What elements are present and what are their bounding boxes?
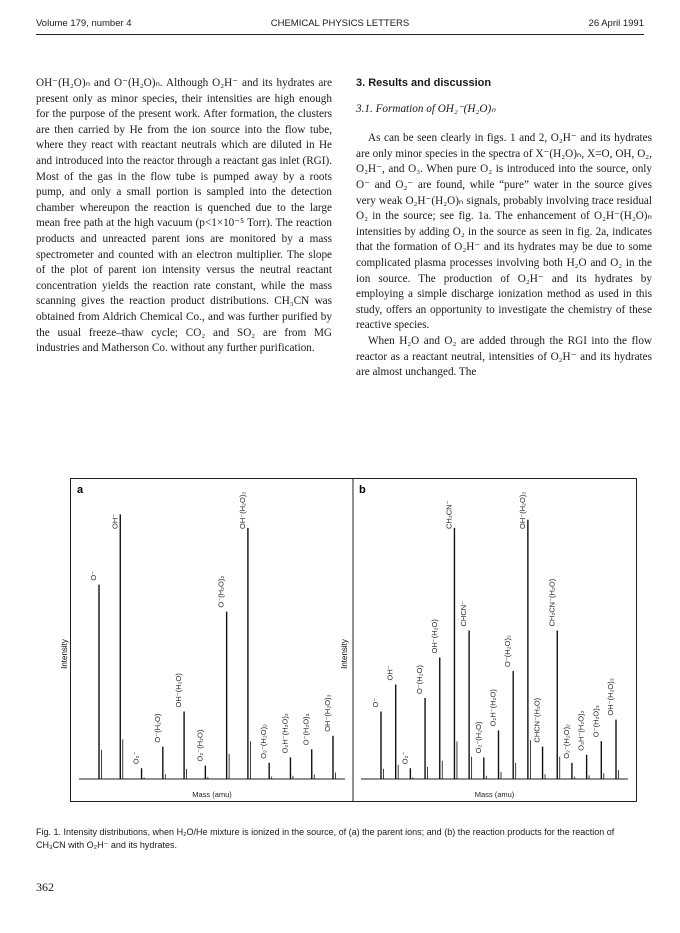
body-paragraph: As can be seen clearly in figs. 1 and 2, O₂H⁻ and its hydrates are only minor species in the spectra of X⁻(H₂O)ₙ, X=O, OH, O₂, O₂H⁻, and O₃. When pure O₂ is introduced into the source, only O⁻ and O₂⁻ are found, while “pure” water in the source gives very weak O₂H⁻(H₂O)ₙ signals, probably involving trace residual O₂ in the source; see fig. 1a. The enhancement of O₂H⁻(H₂O)ₙ intensities by adding O₂ in the source as seen in fig. 2a, indicates that the formation of O₂H⁻ and its hydrates may be due to some complicated plasma processes involving both H₂O and O₂ in the ion source. The production of O₂H⁻ and its hydrates by employing a simple discharge ionization method as used in this study, offers an opportunity to investigate the chemistry of these reactive species. xyxy=(356,132,652,332)
section-title: 3. Results and discussion xyxy=(356,77,492,89)
volume-label: Volume 179, number 4 xyxy=(36,18,132,29)
peak-label: OH⁻(H₂O)₃ xyxy=(606,678,615,716)
page-number: 362 xyxy=(36,880,54,894)
peak-label: O⁻(H₂O)₃ xyxy=(301,713,311,746)
peak-label: O⁻(H₂O)₂ xyxy=(503,635,513,667)
peak-label: OH⁻ xyxy=(110,513,120,529)
peak-label: O⁻(H₂O)₃ xyxy=(591,705,601,738)
peak-label: O₂⁻(H₂O) xyxy=(473,721,483,754)
peak-label: O₂⁻(H₂O) xyxy=(195,729,205,762)
peak-label: CHCN⁻(H₂O) xyxy=(532,697,542,743)
panel-a-x-axis-label: Mass (amu) xyxy=(192,790,232,799)
running-header xyxy=(36,18,644,32)
journal-name: CHEMICAL PHYSICS LETTERS xyxy=(270,18,410,29)
header-rule xyxy=(36,34,644,35)
issue-date: 26 April 1991 xyxy=(588,18,644,29)
figure-1 xyxy=(60,478,637,802)
peak-label: O⁻(H₂O)₂ xyxy=(216,575,226,608)
figure-caption: Fig. 1. Intensity distributions, when H₂O/He mixture is ionized in the source, of (a) the parent ions; and (b) the reaction products for the reaction of CH₃CN with O₂H⁻ and its hydrates. xyxy=(36,827,615,850)
left-column xyxy=(36,76,332,357)
subsection-title: 3.1. Formation of OH₂⁻(H₂O)ₙ xyxy=(356,102,496,115)
panel-b-label: b xyxy=(359,484,366,496)
peak-label: O⁻ xyxy=(371,697,380,708)
peak-label: O₂H⁻(H₂O)₂ xyxy=(576,710,586,751)
peak-label: CHCN⁻ xyxy=(459,600,469,627)
panel-a-y-axis-label: Intensity xyxy=(60,639,69,669)
peak-label: O₂H⁻(H₂O)₂ xyxy=(280,713,290,754)
peak-label: O⁻(H₂O) xyxy=(152,713,162,743)
peak-label: CH₂CN⁻ xyxy=(444,500,454,529)
peak-label: OH⁻(H₂O)₃ xyxy=(323,694,332,732)
panel-b-x-axis-label: Mass (amu) xyxy=(474,790,515,799)
panel-a-label: a xyxy=(77,484,84,496)
peak-label: O⁻(H₂O) xyxy=(415,665,425,694)
mass-spectra-plot xyxy=(60,479,636,801)
peak-label: OH⁻(H₂O)₂ xyxy=(237,491,247,529)
peak-label: OH⁻(H₂O) xyxy=(174,673,184,708)
peak-label: OH⁻(H₂O)₂ xyxy=(517,491,527,529)
peak-label: CH₂CN⁻(H₂O) xyxy=(547,578,557,627)
peak-label: OH⁻ xyxy=(385,665,395,681)
peak-label: OH⁻(H₂O) xyxy=(429,619,439,654)
peak-label: O₂⁻(H₂O)₂ xyxy=(259,724,269,759)
right-column xyxy=(356,76,652,381)
peak-label: O⁻ xyxy=(89,570,98,581)
peak-label: O₂H⁻(H₂O) xyxy=(488,689,498,727)
body-paragraph: When H₂O and O₂ are added through the RGI into the flow reactor as a reactant neutral, intensities of O₂H⁻ and its hydrates are almost unchanged. The xyxy=(356,334,652,379)
body-paragraph: OH⁻(H₂O)ₙ and O⁻(H₂O)ₙ. Although O₂H⁻ and its hydrates are present only as minor species, their intensities are high enough for the purpose of the present work. After formation, the clusters are then carried by He from the ion source into the flow tube, where they react with reactant neutrals which are diluted in He and introduced into the reactor through a reactant gas inlet (RGI). Most of the gas in the flow tube is pumped away by a roots pump, and only a small portion is sampled into the detection chamber whereupon the reaction is quenched due to the large mean free path at the high vacuum (p<1×10⁻⁵ Torr). The reaction products and unreacted parent ions are monitored by a mass spectrometer and counted with an electron multiplier. The slope of the plot of parent ion intensity versus the neutral reactant concentration yields the reaction rate constant, while the mass scanning gives the reaction product distributions. CH₃CN was obtained from Aldrich Chemical Co., and was further purified by the usual freeze–thaw cycle; CO₂ and SO₂ are from MG industries and Matherson Co. without any further purification. xyxy=(36,77,332,355)
peak-label: O₂⁻ xyxy=(131,751,141,765)
peak-label: O₂⁻(H₂O)₂ xyxy=(561,724,571,759)
peak-label: O₂⁻ xyxy=(400,751,410,765)
panel-b-y-axis-label: Intensity xyxy=(340,639,349,669)
